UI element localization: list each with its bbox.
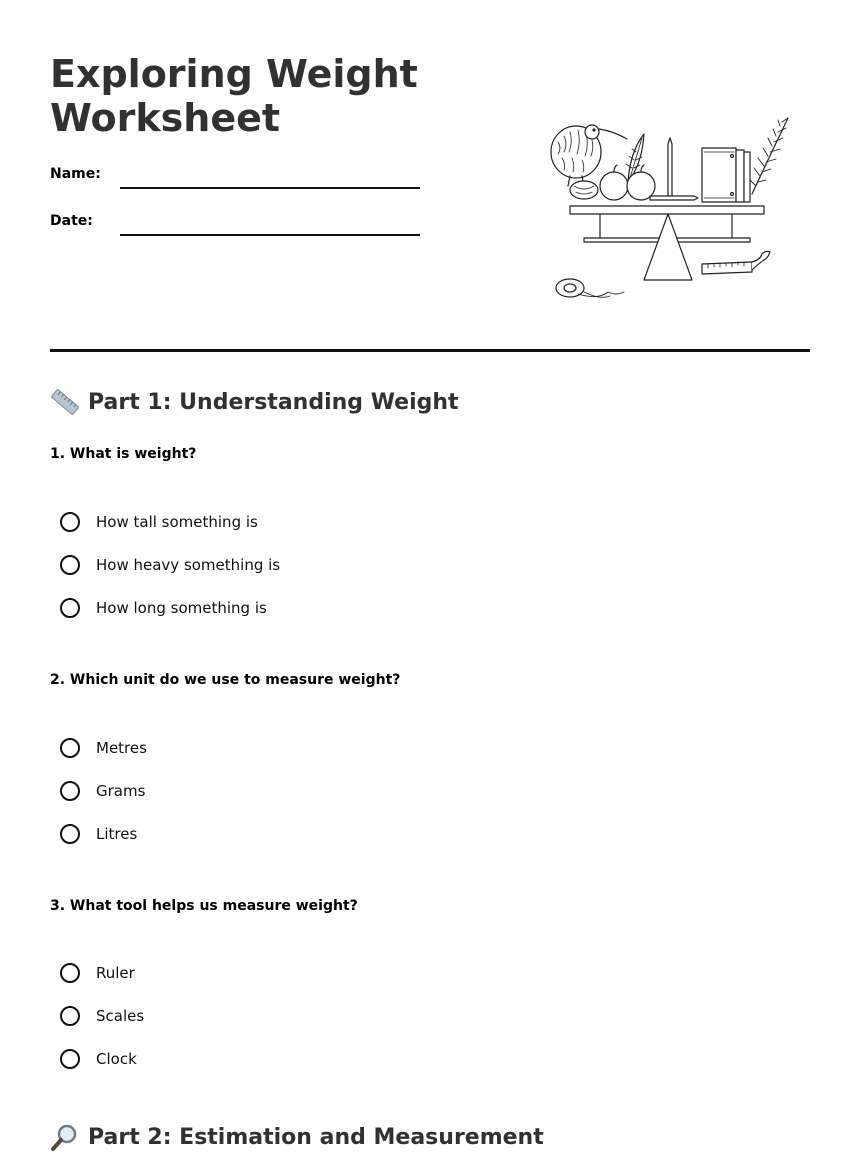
- q3-option-1[interactable]: [60, 960, 135, 986]
- option-label: Clock: [96, 1050, 137, 1068]
- ruler-icon: [50, 387, 80, 417]
- section-divider: [50, 349, 810, 352]
- date-field[interactable]: [120, 234, 420, 236]
- option-label: Scales: [96, 1007, 145, 1025]
- q1-option-2[interactable]: [60, 552, 280, 578]
- name-field[interactable]: [120, 187, 420, 189]
- q3-option-3[interactable]: [60, 1046, 137, 1072]
- option-label: How tall something is: [96, 513, 258, 531]
- radio-button[interactable]: [60, 781, 80, 801]
- radio-button[interactable]: [60, 512, 80, 532]
- name-label: Name:: [50, 166, 101, 182]
- option-label: How long something is: [96, 599, 267, 617]
- question-3: 3. What tool helps us measure weight?: [50, 898, 358, 914]
- date-label: Date:: [50, 213, 93, 229]
- q3-option-2[interactable]: [60, 1003, 144, 1029]
- radio-button[interactable]: [60, 738, 80, 758]
- radio-button[interactable]: [60, 1006, 80, 1026]
- kiwi-balance-scale-illustration: [548, 112, 792, 312]
- magnifying-glass-icon: [50, 1122, 80, 1152]
- question-1: 1. What is weight?: [50, 446, 197, 462]
- q1-option-1[interactable]: [60, 509, 258, 535]
- option-label: Ruler: [96, 964, 135, 982]
- radio-button[interactable]: [60, 555, 80, 575]
- part1-heading: [50, 387, 459, 417]
- part2-heading: [50, 1122, 544, 1152]
- part1-title: Part 1: Understanding Weight: [88, 389, 459, 415]
- radio-button[interactable]: [60, 963, 80, 983]
- q1-option-3[interactable]: [60, 595, 267, 621]
- radio-button[interactable]: [60, 598, 80, 618]
- option-label: Grams: [96, 782, 146, 800]
- option-label: How heavy something is: [96, 556, 281, 574]
- worksheet-title: Exploring Weight Worksheet: [50, 52, 418, 140]
- question-2: 2. Which unit do we use to measure weight?: [50, 672, 401, 688]
- radio-button[interactable]: [60, 824, 80, 844]
- option-label: Metres: [96, 739, 147, 757]
- q2-option-3[interactable]: [60, 821, 137, 847]
- radio-button[interactable]: [60, 1049, 80, 1069]
- q2-option-2[interactable]: [60, 778, 145, 804]
- option-label: Litres: [96, 825, 138, 843]
- part2-title: Part 2: Estimation and Measurement: [88, 1124, 544, 1150]
- q2-option-1[interactable]: [60, 735, 147, 761]
